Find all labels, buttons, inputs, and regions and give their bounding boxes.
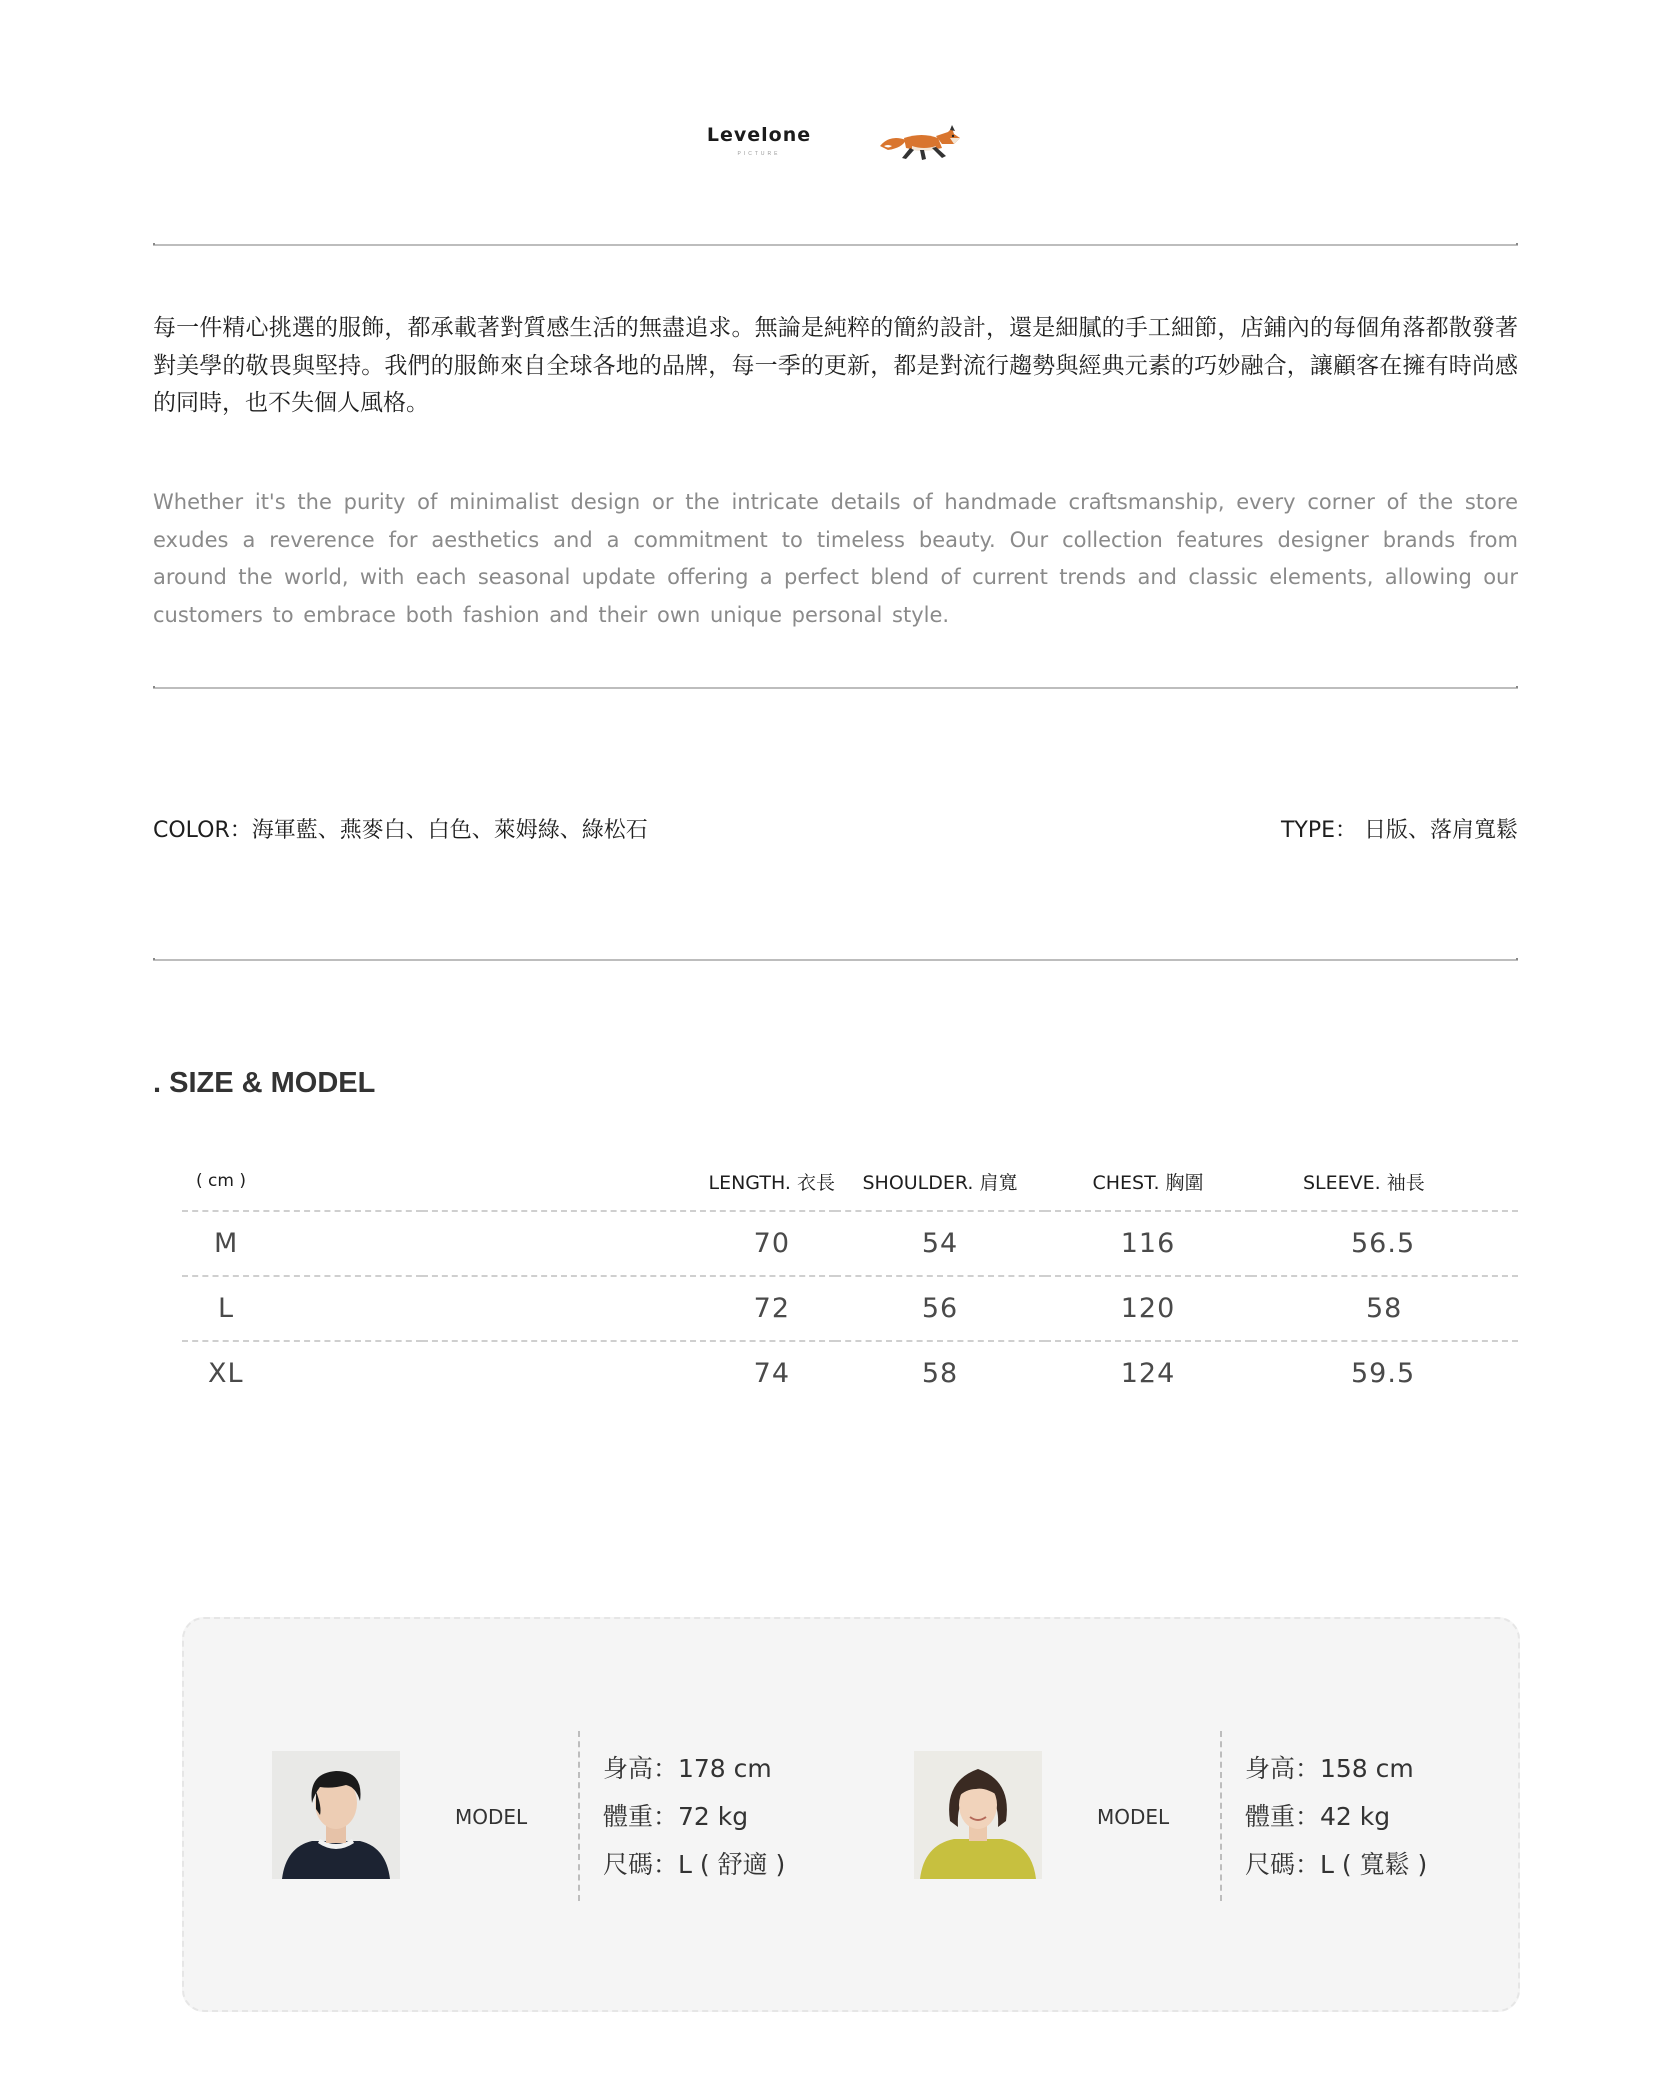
sleeve-cell: 59.5 (1351, 1358, 1416, 1389)
table-row (182, 1211, 1518, 1276)
size-cell: L (182, 1276, 422, 1341)
shoulder-header: SHOULDER. 肩寬 (835, 1152, 1045, 1211)
fox-logo-icon (876, 124, 968, 169)
brand-logo-text: Levelone (706, 124, 812, 146)
brand-logo-tagline: PICTURE (737, 151, 781, 157)
length-cell: 70 (422, 1211, 835, 1276)
intro-chinese-paragraph: 每一件精心挑選的服飾，都承載著對質感生活的無盡追求。無論是純粹的簡約設計，還是細膩的手工細節，店鋪內的每個角落都散發著對美學的敬畏與堅持。我們的服飾來自全球各地的品牌，每一季的更新，都是對流行趨勢與經典元素的巧妙融合，讓顧客在擁有時尚感的同時，也不失個人風格。 (153, 315, 1518, 416)
chest-cell: 124 (1120, 1358, 1176, 1389)
size-table-header (182, 1152, 1518, 1211)
size-cell: XL (208, 1358, 244, 1389)
length-cell: 72 (422, 1276, 835, 1341)
model-label-1: MODEL (455, 1805, 528, 1829)
sleeve-header: SLEEVE. 袖長 (1251, 1152, 1518, 1211)
model-divider-1 (578, 1731, 580, 1901)
model-divider-2 (1220, 1731, 1222, 1901)
shoulder-cell: 54 (835, 1211, 1045, 1276)
male-model-photo (272, 1751, 400, 1879)
color-spec: COLOR：海軍藍、燕麥白、白色、萊姆綠、綠松石 (153, 818, 648, 843)
sleeve-cell: 56.5 (1251, 1211, 1518, 1276)
intro-english-paragraph: Whether it's the purity of minimalist design or the intricate details of handmade craftsmanship, every corner of the store exudes a reverence for aesthetics and a commitment to timeless beauty. Our collection features designer brands from around the world, with each seasonal update offering a perfect blend of current trends and classic elements, allowing our customers to embrace both fashion and their own unique personal style. (153, 490, 1518, 627)
sleeve-cell: 58 (1251, 1276, 1518, 1341)
model-1-weight: 體重：72 kg (603, 1802, 749, 1831)
model-1-stats (603, 1745, 785, 1889)
table-row (182, 1276, 1518, 1341)
length-header: LENGTH. 衣長 (422, 1152, 835, 1211)
chest-cell: 120 (1045, 1276, 1251, 1341)
shoulder-cell: 58 (921, 1358, 959, 1389)
divider-top (153, 244, 1518, 246)
model-2-weight: 體重：42 kg (1245, 1802, 1391, 1831)
model-2-size: 尺碼：L ( 寬鬆 ) (1245, 1850, 1428, 1879)
model-2-stats (1245, 1745, 1427, 1889)
size-cell: M (182, 1211, 422, 1276)
model-label-2: MODEL (1097, 1805, 1170, 1829)
shoulder-cell: 56 (835, 1276, 1045, 1341)
model-1-size: 尺碼：L ( 舒適 ) (603, 1850, 786, 1879)
length-cell: 74 (753, 1358, 790, 1389)
divider-middle (153, 687, 1518, 689)
divider-lower (153, 959, 1518, 961)
table-row (182, 1341, 1518, 1405)
female-model-photo (914, 1751, 1042, 1879)
chest-cell: 116 (1045, 1211, 1251, 1276)
model-1-height: 身高：178 cm (603, 1754, 772, 1783)
size-table (182, 1152, 1518, 1405)
model-2-height: 身高：158 cm (1245, 1754, 1414, 1783)
type-spec: TYPE： 日版、落肩寬鬆 (1280, 818, 1518, 843)
size-model-title: . SIZE & MODEL (153, 1067, 376, 1099)
chest-header: CHEST. 胸圍 (1045, 1152, 1251, 1211)
unit-header: ( cm ) (182, 1152, 422, 1211)
